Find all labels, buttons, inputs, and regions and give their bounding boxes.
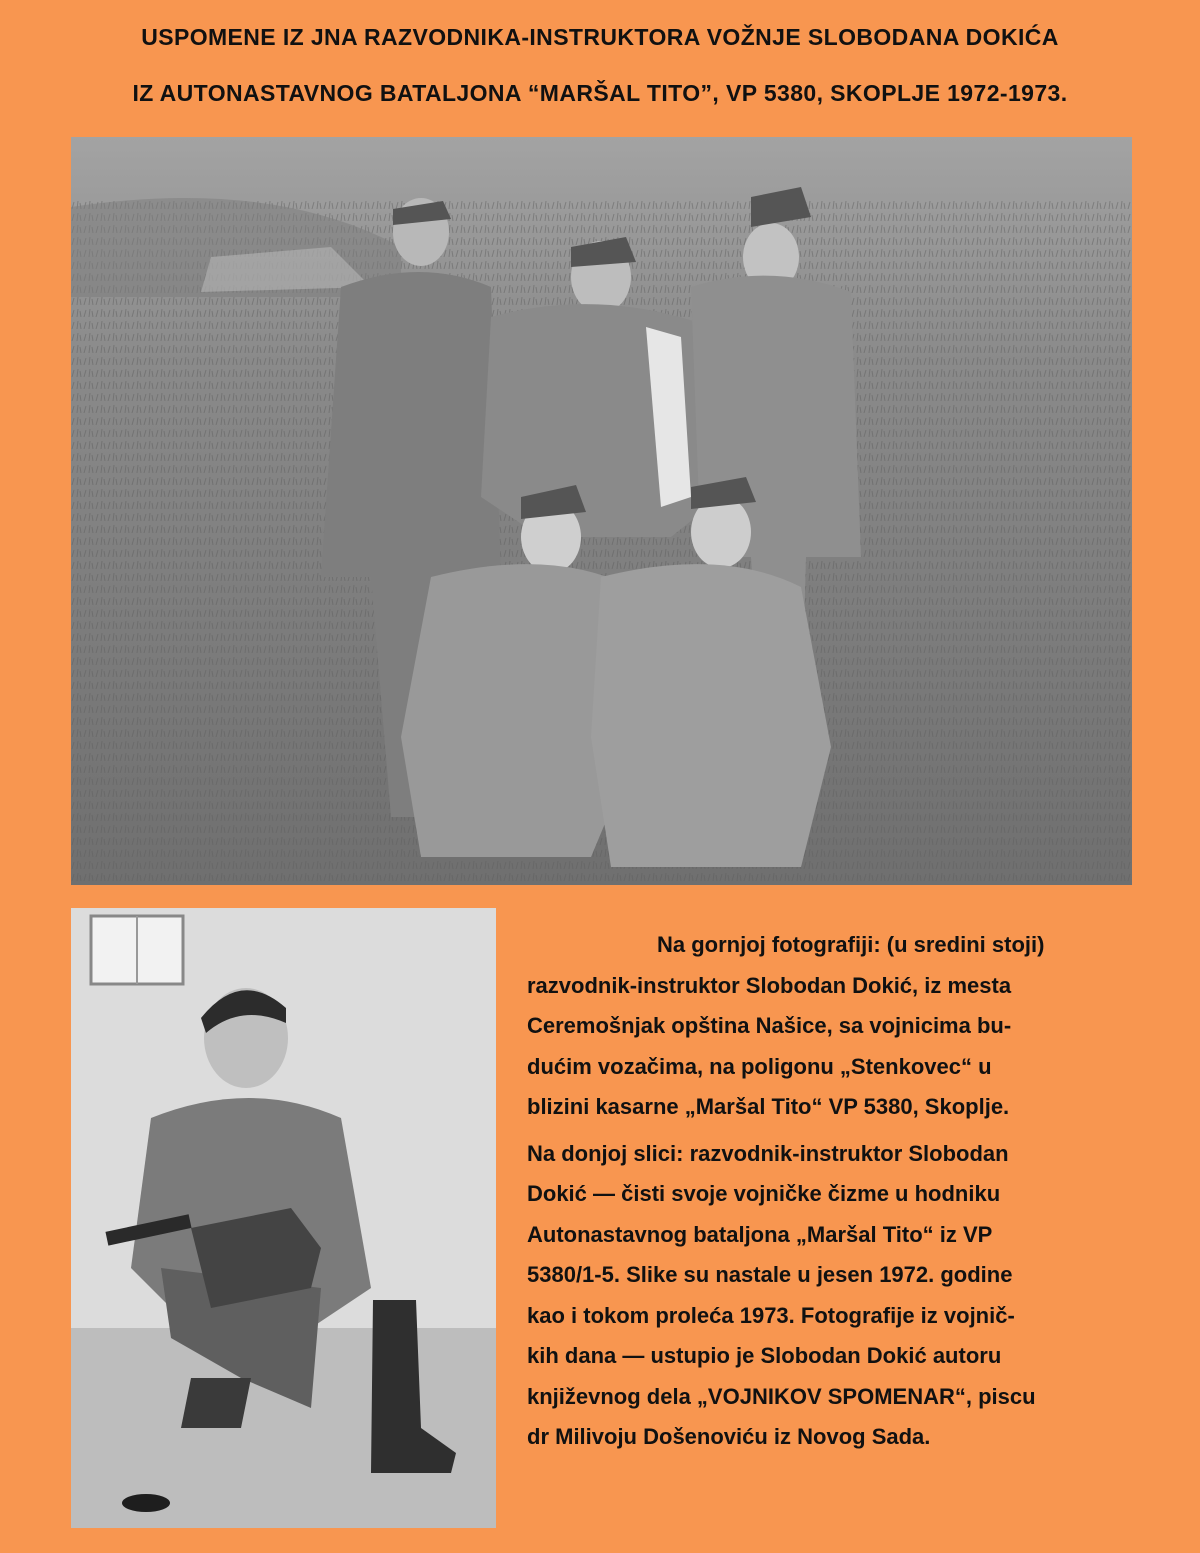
bottom-photo-soldier-cleaning-boots bbox=[71, 908, 496, 1528]
caption-line: Autonastavnog bataljona „Maršal Tito“ iz VP bbox=[527, 1221, 993, 1247]
caption-line: razvodnik-instruktor Slobodan Dokić, iz mesta bbox=[527, 972, 1012, 998]
header-line-1: USPOMENE IZ JNA RAZVODNIKA-INSTRUKTORA VOŽNJE SLOBODANA DOKIĆA bbox=[141, 24, 1059, 50]
caption-line: književnog dela „VOJNIKOV SPOMENAR“, piscu bbox=[527, 1383, 1036, 1409]
caption-line: dr Milivoju Došenoviću iz Novog Sada. bbox=[527, 1424, 931, 1449]
caption-text bbox=[527, 925, 1152, 1458]
caption-line: blizini kasarne „Maršal Tito“ VP 5380, Skoplje. bbox=[527, 1094, 1010, 1119]
caption-line: dućim vozačima, na poligonu „Stenkovec“ u bbox=[527, 1053, 992, 1079]
caption-line: kao i tokom proleća 1973. Fotografije iz vojnič- bbox=[527, 1302, 1015, 1328]
caption-line: Dokić — čisti svoje vojničke čizme u hodniku bbox=[527, 1181, 1001, 1206]
caption-line: kih dana — ustupio je Slobodan Dokić autoru bbox=[527, 1343, 1002, 1368]
caption-line: 5380/1-5. Slike su nastale u jesen 1972. godine bbox=[527, 1262, 1013, 1287]
caption-line: Na donjoj slici: razvodnik-instruktor Slobodan bbox=[527, 1140, 1009, 1166]
caption-line: Ceremošnjak opština Našice, sa vojnicima bu- bbox=[527, 1013, 1012, 1038]
header-line-2: IZ AUTONASTAVNOG BATALJONA “MARŠAL TITO”, VP 5380, SKOPLJE 1972-1973. bbox=[132, 80, 1068, 106]
caption-line: Na gornjoj fotografiji: (u sredini stoji) bbox=[657, 932, 1045, 957]
top-photo-soldiers-group bbox=[71, 137, 1132, 885]
